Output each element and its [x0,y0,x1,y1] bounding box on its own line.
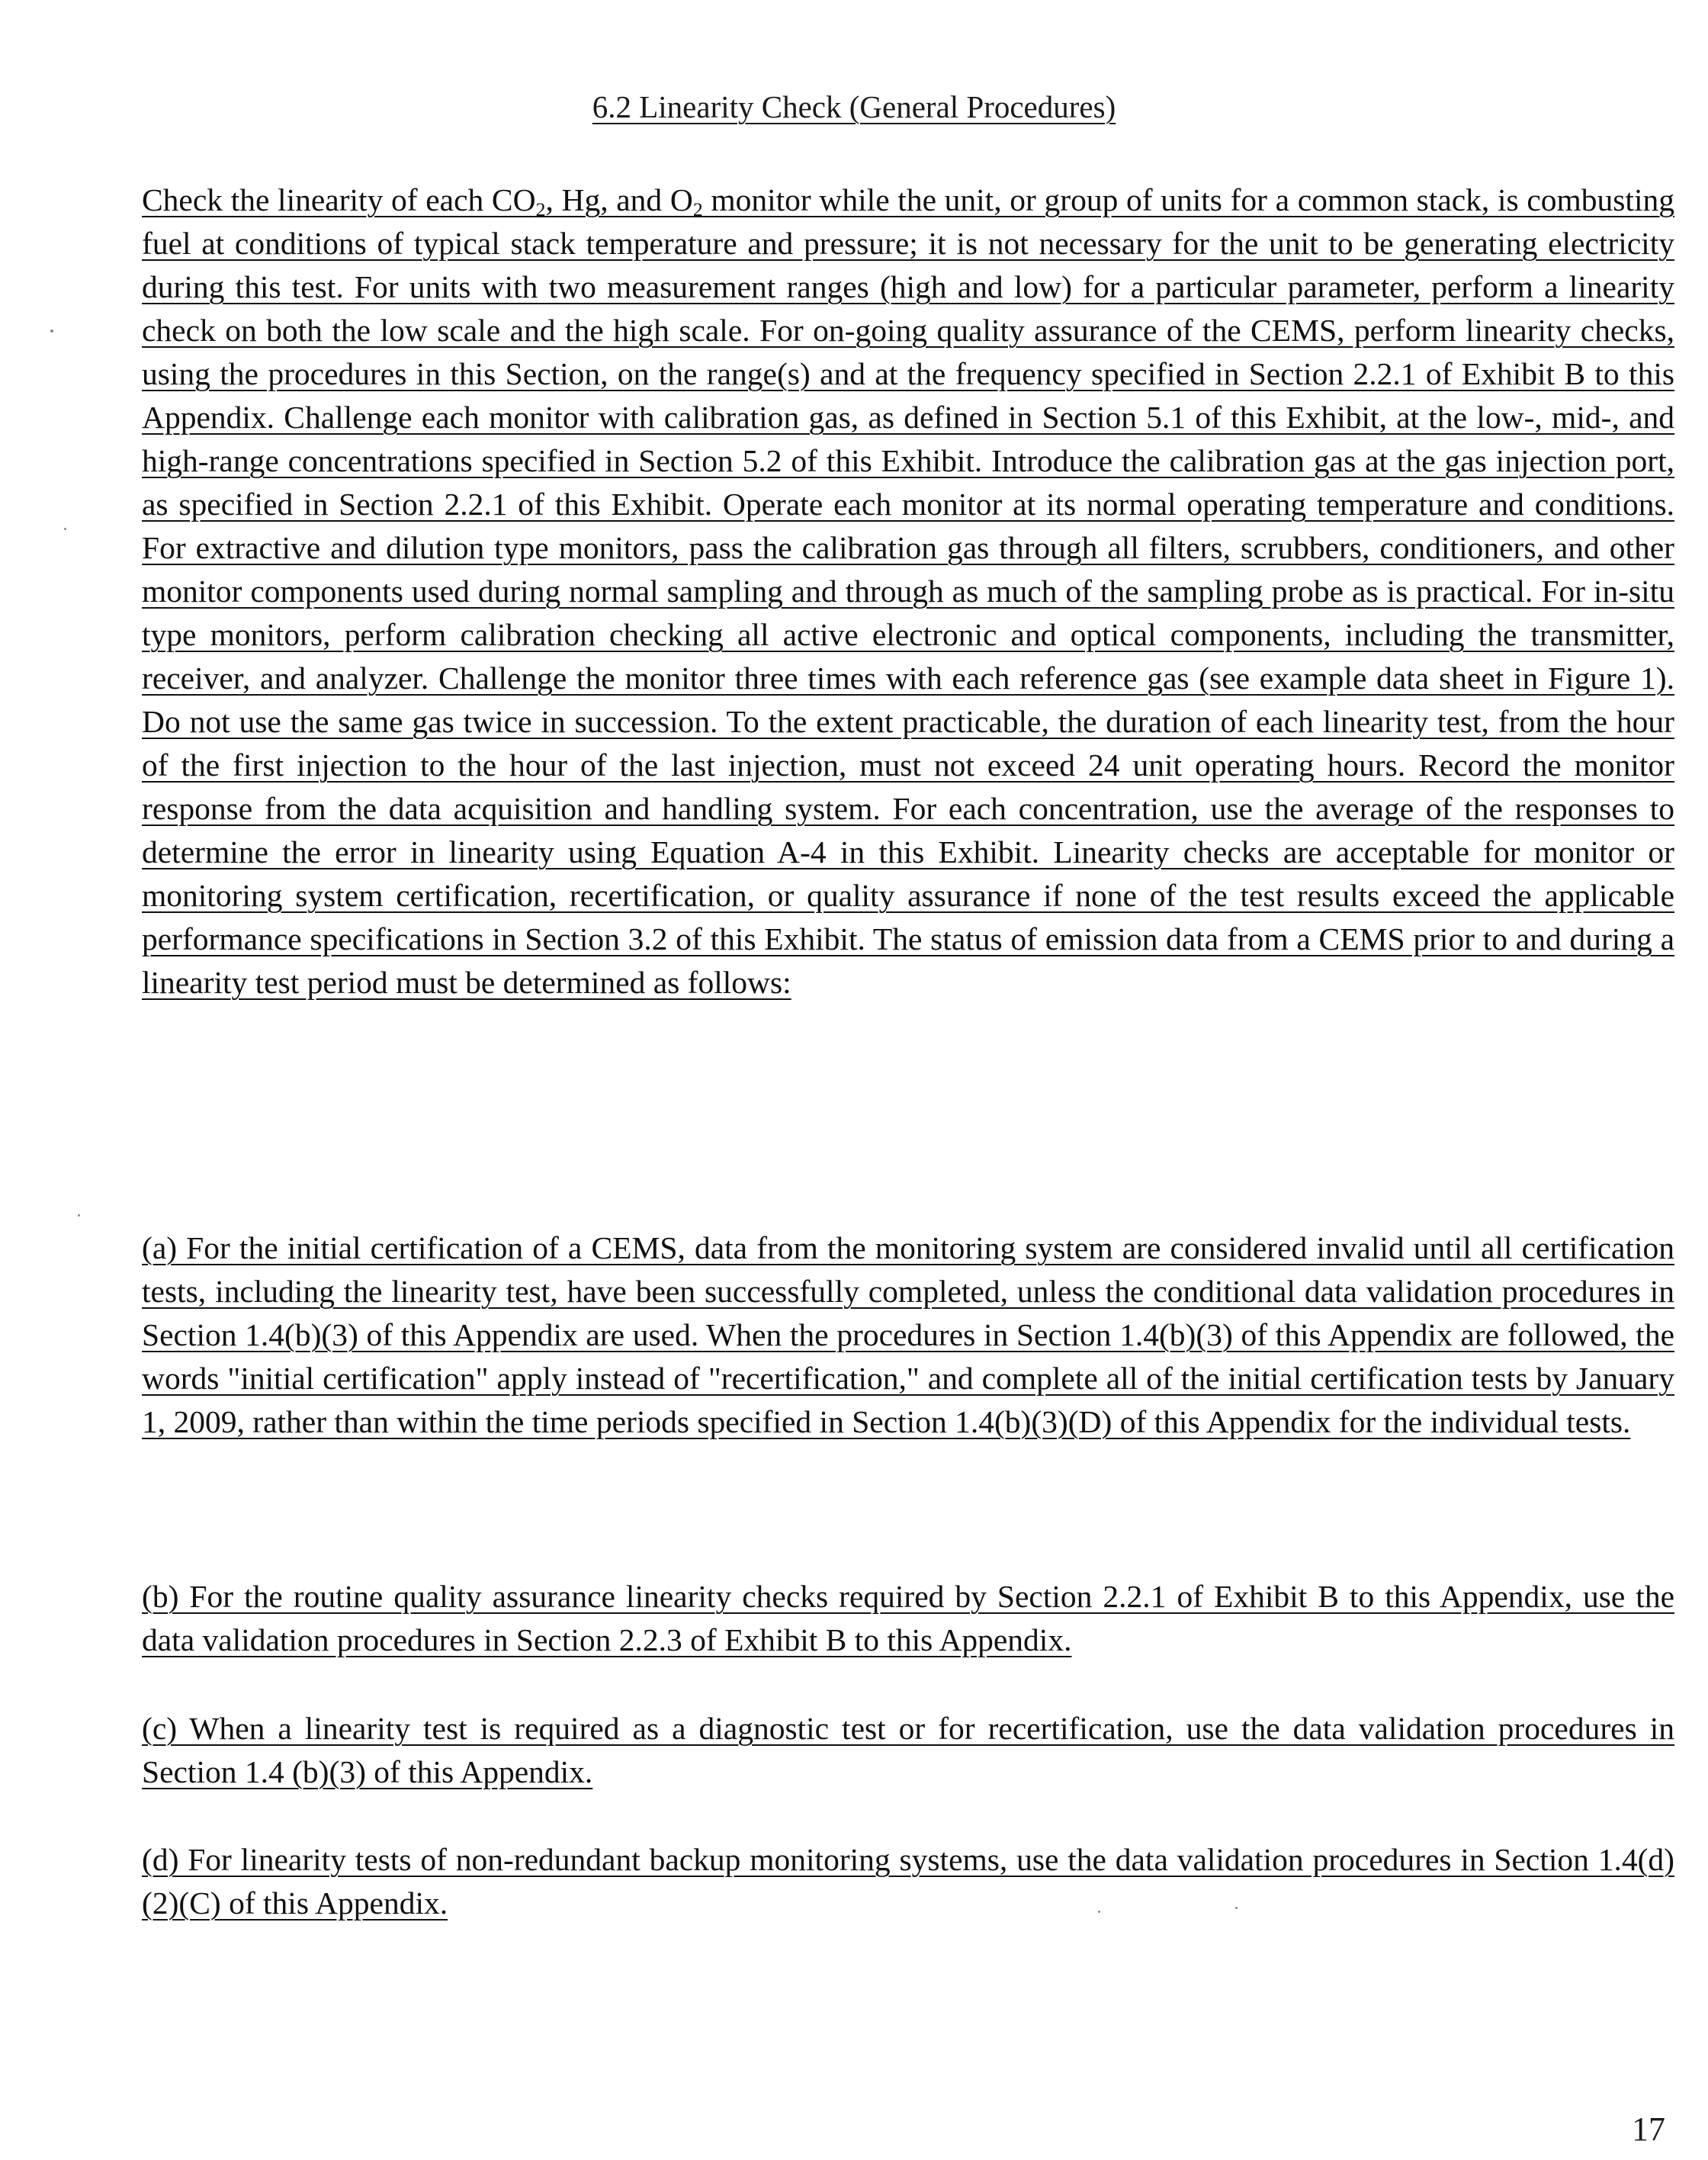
scan-speck [78,1214,80,1217]
scan-speck [1235,1907,1238,1909]
scan-speck [64,528,66,530]
main-paragraph-rest: monitor while the unit, or group of units for a common stack, is combusting fuel at conditions of typical stack temperature and pressure; it is not necessary for the unit to be generating electricity during this test. For units with two measurement ranges (high and low) for a particular parameter, perform a linearity check on both the low scale and the high scale. For on-going quality assurance of the CEMS, perform linearity checks, using the procedures in this Section, on the range(s) and at the frequency specified in Section 2.2.1 of Exhibit B to this Appendix. Challenge each monitor with calibration gas, as defined in Section 5.1 of this Exhibit, at the low-, mid-, and high-range concentrations specified in Section 5.2 of this Exhibit. Introduce the calibration gas at the gas injection port, as specified in Section 2.2.1 of this Exhibit. Operate each monitor at its normal operating temperature and conditions. For extractive and dilution type monitors, pass the calibration gas through all filters, scrubbers, conditioners, and other monitor components used during normal sampling and through as much of the sampling probe as is practical. For in-situ type monitors, perform calibration checking all active electronic and optical components, including the transmitter, receiver, and analyzer. Challenge the monitor three times with each reference gas (see example data sheet in Figure 1). Do not use the same gas twice in succession. To the extent practicable, the duration of each linearity test, from the hour of the first injection to the hour of the last injection, must not exceed 24 unit operating hours. Record the monitor response from the data acquisition and handling system. For each concentration, use the average of the responses to determine the error in linearity using Equation A-4 in this Exhibit. Linearity checks are acceptable for monitor or monitoring system certification, recertification, or quality assurance if none of the test results exceed the applicable performance specifications in Section 3.2 of this Exhibit. The status of emission data from a CEMS prior to and during a linearity test period must be determined as follows: [142,182,1674,1000]
item-c-paragraph: (c) When a linearity test is required as a diagnostic test or for recertification, use the data validation procedures in Section 1.4 (b)(3) of this Appendix. [142,1711,1674,1789]
main-paragraph [142,178,1674,1004]
scan-speck [1098,1911,1100,1913]
page-number: 17 [1632,2110,1665,2148]
main-paragraph-mid: , Hg, and O [545,182,693,217]
scan-speck [50,329,53,333]
o2-subscript: 2 [692,198,703,221]
co2-subscript: 2 [535,198,546,221]
section-title: 6.2 Linearity Check (General Procedures) [592,89,1116,124]
item-d-paragraph: (d) For linearity tests of non-redundant backup monitoring systems, use the data validation procedures in Section 1.4(d)(2)(C) of this Appendix. [142,1842,1674,1921]
main-paragraph-start: Check the linearity of each CO [142,182,536,217]
item-b-paragraph: (b) For the routine quality assurance linearity checks required by Section 2.2.1 of Exhibit B to this Appendix, use the data validation procedures in Section 2.2.3 of Exhibit B to this Appendix. [142,1579,1674,1657]
item-a-paragraph: (a) For the initial certification of a CEMS, data from the monitoring system are considered invalid until all certification tests, including the linearity test, have been successfully completed, unless the conditional data validation procedures in Section 1.4(b)(3) of this Appendix are used. When the procedures in Section 1.4(b)(3) of this Appendix are followed, the words "initial certification" apply instead of "recertification," and complete all of the initial certification tests by January 1, 2009, rather than within the time periods specified in Section 1.4(b)(3)(D) of this Appendix for the individual tests. [142,1230,1674,1439]
